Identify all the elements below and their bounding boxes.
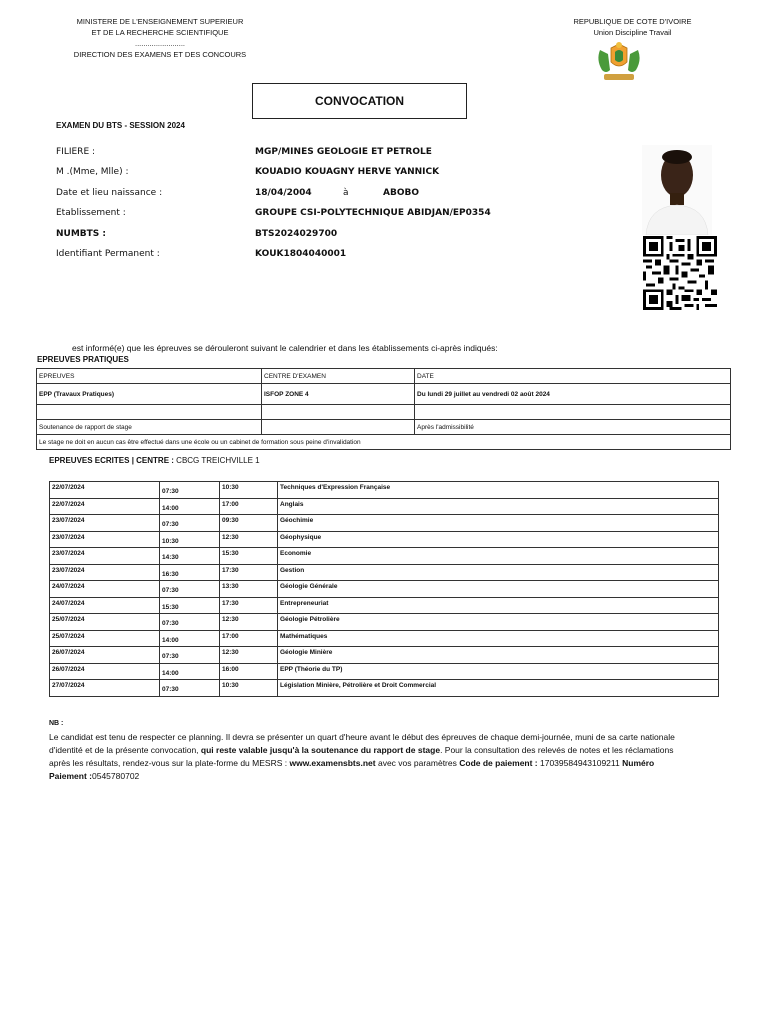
republic-motto: Union Discipline Travail: [593, 28, 672, 37]
exam-date-cell: 22/07/2024: [50, 498, 160, 515]
exam-date-cell: 23/07/2024: [50, 515, 160, 532]
col-header-date: DATE: [415, 369, 731, 384]
exam-end-cell: 13:30: [220, 581, 278, 598]
exam-subject-cell: Anglais: [278, 498, 719, 515]
numbts-label: NUMBTS :: [56, 229, 107, 239]
ministry-line-4: DIRECTION DES EXAMENS ET DES CONCOURS: [73, 50, 247, 59]
nb-text-3: avec vos paramètres: [375, 758, 460, 768]
exam-date-cell: 24/07/2024: [50, 597, 160, 614]
table-row: [37, 435, 731, 450]
table-row: [37, 420, 731, 435]
exam-start-cell: 07:30: [160, 482, 220, 499]
exam-start-cell: 07:30: [160, 647, 220, 664]
exam-subject-cell: Géologie Minière: [278, 647, 719, 664]
exam-date-cell: 23/07/2024: [50, 548, 160, 565]
exam-website-link[interactable]: www.examensbts.net: [289, 758, 376, 768]
exam-subject-cell: Techniques d'Expression Française: [278, 482, 719, 499]
empty-cell: [262, 405, 415, 420]
written-exams-table: [49, 481, 719, 697]
exam-session-title: EXAMEN DU BTS - SESSION 2024: [56, 121, 185, 130]
permanent-id-label: Identifiant Permanent :: [56, 249, 160, 259]
exam-date-cell: 23/07/2024: [50, 531, 160, 548]
exam-start-cell: 14:00: [160, 663, 220, 680]
table-row: [50, 647, 719, 664]
exam-end-cell: 10:30: [220, 680, 278, 697]
table-row: [50, 630, 719, 647]
table-row: [37, 384, 731, 405]
exam-end-cell: 10:30: [220, 482, 278, 499]
birth-date: 18/04/2004: [255, 188, 312, 198]
numbts-value: BTS2024029700: [255, 229, 338, 239]
exam-subject-cell: Entrepreneuriat: [278, 597, 719, 614]
birth-label: Date et lieu naissance :: [56, 188, 163, 198]
exam-start-cell: 14:00: [160, 630, 220, 647]
col-header-epreuves: EPREUVES: [37, 369, 262, 384]
exam-end-cell: 12:30: [220, 614, 278, 631]
exam-end-cell: 17:30: [220, 564, 278, 581]
coat-of-arms-icon: [592, 40, 646, 84]
exam-end-cell: 12:30: [220, 647, 278, 664]
exam-subject-cell: Mathématiques: [278, 630, 719, 647]
exam-date-cell: 22/07/2024: [50, 482, 160, 499]
permanent-id-value: KOUK1804040001: [255, 249, 347, 259]
written-section-title: [49, 456, 260, 465]
exam-subject-cell: Géologie Générale: [278, 581, 719, 598]
school-value: GROUPE CSI-POLYTECHNIQUE ABIDJAN/EP0354: [255, 208, 491, 218]
written-label: EPREUVES ECRITES |: [49, 456, 137, 465]
ministry-header: [60, 16, 260, 60]
payment-number-label: Numéro Paiement :: [49, 758, 655, 781]
exam-start-cell: 14:30: [160, 548, 220, 565]
exam-end-cell: 12:30: [220, 531, 278, 548]
qr-code-icon: [641, 236, 719, 310]
exam-start-cell: 14:00: [160, 498, 220, 515]
exam-start-cell: 07:30: [160, 515, 220, 532]
exam-start-cell: 07:30: [160, 581, 220, 598]
table-row: [50, 531, 719, 548]
candidate-photo: [642, 145, 712, 235]
exam-end-cell: 17:00: [220, 498, 278, 515]
republic-header: [540, 16, 725, 38]
table-row: [50, 482, 719, 499]
informed-statement: est informé(e) que les épreuves se dérouleront suivant le calendrier et dans les établissements ci-après indiqués:: [72, 343, 498, 353]
table-row: [50, 597, 719, 614]
exam-end-cell: 09:30: [220, 515, 278, 532]
exam-subject-cell: Economie: [278, 548, 719, 565]
epp-cell: EPP (Travaux Pratiques): [37, 384, 262, 405]
exam-date-cell: 23/07/2024: [50, 564, 160, 581]
col-header-centre: CENTRE D'EXAMEN: [262, 369, 415, 384]
practical-exams-table: [36, 368, 731, 450]
nb-bold-1: qui reste valable jusqu'à la soutenance du rapport de stage: [200, 745, 441, 755]
exam-start-cell: 10:30: [160, 531, 220, 548]
written-centre: CBCG TREICHVILLE 1: [173, 456, 260, 465]
nb-text: [49, 731, 689, 783]
table-row: [50, 498, 719, 515]
ministry-line-3: ........................: [134, 39, 185, 48]
exam-start-cell: 07:30: [160, 614, 220, 631]
empty-cell: [415, 405, 731, 420]
exam-date-cell: 26/07/2024: [50, 663, 160, 680]
exam-start-cell: 16:30: [160, 564, 220, 581]
exam-date-cell: 25/07/2024: [50, 630, 160, 647]
epp-centre-cell: ISFOP ZONE 4: [262, 384, 415, 405]
soutenance-cell: Soutenance de rapport de stage: [37, 420, 262, 435]
empty-cell: [262, 420, 415, 435]
table-row: [37, 369, 731, 384]
table-row: [50, 564, 719, 581]
document-title: CONVOCATION: [314, 94, 405, 108]
table-row: [50, 548, 719, 565]
exam-start-cell: 15:30: [160, 597, 220, 614]
centre-label: CENTRE :: [136, 456, 174, 465]
exam-subject-cell: Géologie Pétrolière: [278, 614, 719, 631]
nb-text-1: Le candidat est tenu de respecter ce planning. Il devra se présenter un quart d'heure avant le début des épreuves de chaque demi-journée, muni de sa carte nationale d'identité et de la présente convocation,: [49, 732, 675, 755]
payment-code-label: Code de paiement :: [459, 758, 538, 768]
exam-start-cell: 07:30: [160, 680, 220, 697]
epp-date-cell: Du lundi 29 juillet au vendredi 02 août 2024: [415, 384, 731, 405]
table-row: [50, 581, 719, 598]
exam-date-cell: 26/07/2024: [50, 647, 160, 664]
exam-subject-cell: Gestion: [278, 564, 719, 581]
exam-date-cell: 27/07/2024: [50, 680, 160, 697]
payment-code-value: 17039584943109211: [537, 758, 623, 768]
exam-subject-cell: EPP (Théorie du TP): [278, 663, 719, 680]
name-label: M .(Mme, Mlle) :: [56, 167, 129, 177]
exam-end-cell: 17:00: [220, 630, 278, 647]
exam-subject-cell: Législation Minière, Pétrolière et Droit Commercial: [278, 680, 719, 697]
exam-end-cell: 17:30: [220, 597, 278, 614]
exam-end-cell: 15:30: [220, 548, 278, 565]
exam-date-cell: 25/07/2024: [50, 614, 160, 631]
ministry-line-1: MINISTERE DE L'ENSEIGNEMENT SUPERIEUR: [76, 17, 244, 26]
school-label: Etablissement :: [56, 208, 126, 218]
practical-section-title: EPREUVES PRATIQUES: [37, 355, 129, 364]
table-row: [50, 680, 719, 697]
convocation-title-box: [252, 83, 467, 119]
empty-cell: [37, 405, 262, 420]
exam-subject-cell: Géophysique: [278, 531, 719, 548]
table-row: [37, 405, 731, 420]
table-row: [50, 663, 719, 680]
payment-number-value: 0545780702: [92, 771, 140, 781]
birth-separator: à: [343, 188, 349, 198]
stage-warning-cell: Le stage ne doit en aucun cas être effectué dans une école ou un cabinet de formation sous peine d'invalidation: [37, 435, 731, 450]
candidate-name: KOUADIO KOUAGNY HERVE YANNICK: [255, 167, 440, 177]
birth-place: ABOBO: [383, 188, 419, 198]
ministry-line-2: ET DE LA RECHERCHE SCIENTIFIQUE: [91, 28, 229, 37]
table-row: [50, 515, 719, 532]
soutenance-date-cell: Après l'admissibilité: [415, 420, 731, 435]
exam-date-cell: 24/07/2024: [50, 581, 160, 598]
filiere-value: MGP/MINES GEOLOGIE ET PETROLE: [255, 147, 432, 157]
exam-subject-cell: Géochimie: [278, 515, 719, 532]
exam-end-cell: 16:00: [220, 663, 278, 680]
republic-line-1: REPUBLIQUE DE COTE D'IVOIRE: [573, 17, 692, 26]
filiere-label: FILIERE :: [56, 147, 96, 157]
nb-text-2: . Pour la consultation des relevés de notes et les réclamations après les résultats, rendez-vous sur la plate-forme du MESRS :: [49, 745, 674, 768]
table-row: [50, 614, 719, 631]
nb-label: NB :: [49, 720, 64, 727]
